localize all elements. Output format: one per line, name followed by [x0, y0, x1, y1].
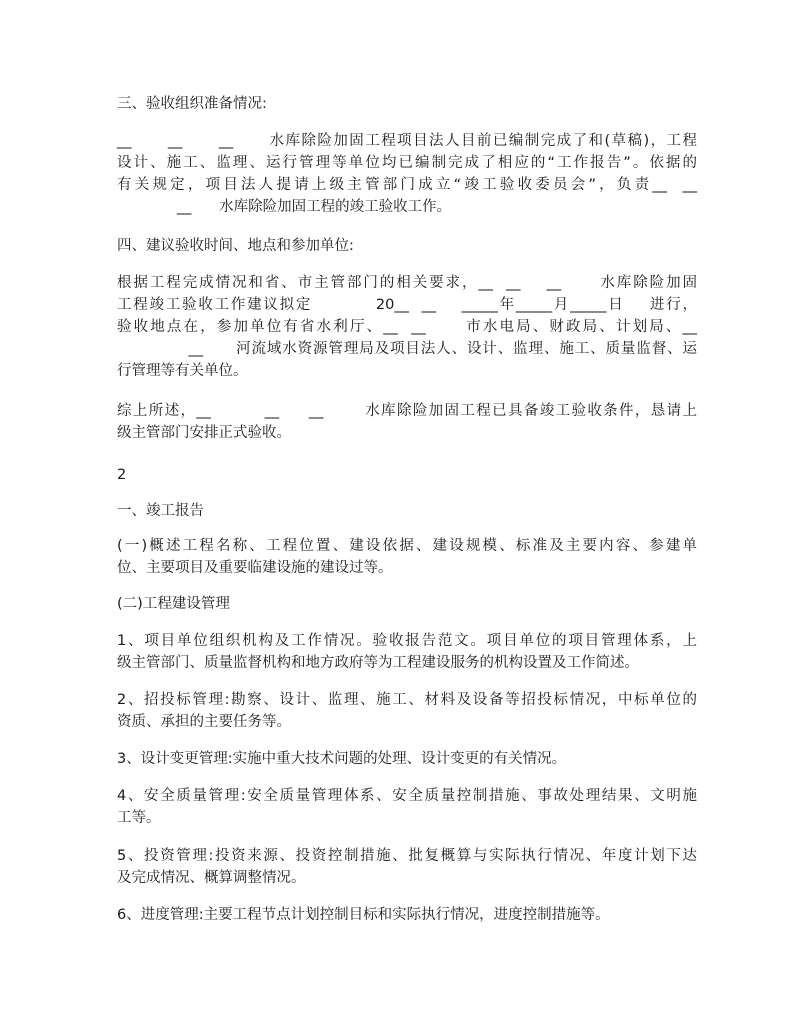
text-line: 级主管部门安排正式验收。 [117, 425, 291, 441]
text-line: 5、投资管理:投资来源、投资控制措施、批复概算与实际执行情况、年度计划下达 [117, 848, 697, 864]
page-number [117, 464, 697, 486]
text-line: 工程竣工验收工作建议拟定 20__ __ _____年_____月_____日 进行， [117, 297, 697, 313]
paragraph-conclusion [117, 400, 697, 444]
text-line: 6、进度管理:主要工程节点计划控制目标和实际执行情况，进度控制措施等。 [117, 907, 610, 923]
text-line: 设计、施工、监理、运行管理等单位均已编制完成了相应的“工作报告”。依据的 [117, 155, 697, 171]
text-line: 资质、承担的主要任务等。 [117, 714, 291, 730]
paragraph-item-6 [117, 904, 697, 926]
text-line: 1、项目单位组织机构及工作情况。验收报告范文。项目单位的项目管理体系，上 [117, 633, 697, 649]
text-line: 行管理等有关单位。 [117, 363, 248, 379]
heading-completion-report [117, 500, 697, 522]
paragraph-item-3 [117, 748, 697, 770]
text-line: 及完成情况、概算调整情况。 [117, 870, 306, 886]
text-line: 2 [117, 467, 127, 483]
text-line: 位、主要项目及重要临建设施的建设过等。 [117, 560, 393, 576]
text-line: 2、招投标管理:勘察、设计、监理、施工、材料及设备等招投标情况，中标单位的 [117, 692, 697, 708]
text-line: (二)工程建设管理 [117, 596, 230, 612]
paragraph-time-place [117, 272, 697, 382]
paragraph-project-overview [117, 535, 697, 579]
text-line: __ __ __ 水库除险加固工程项目法人目前已编制完成了和(草稿)，工程 [117, 133, 697, 149]
paragraph-item-1 [117, 630, 697, 674]
text-line: 三、验收组织准备情况: [117, 96, 267, 112]
text-line: 一、竣工报告 [117, 503, 204, 519]
text-line: 4、安全质量管理:安全质量管理体系、安全质量控制措施、事故处理结果、文明施 [117, 788, 697, 804]
text-line: 有关规定，项目法人提请上级主管部门成立“竣工验收委员会”，负责__ __ [117, 177, 697, 193]
paragraph-preparation-status [117, 130, 697, 218]
text-line: 四、建议验收时间、地点和参加单位: [117, 238, 354, 254]
heading-construction-management [117, 593, 697, 615]
heading-acceptance-preparation [117, 93, 697, 115]
text-line: 3、设计变更管理:实施中重大技术问题的处理、设计变更的有关情况。 [117, 751, 567, 767]
paragraph-item-2 [117, 689, 697, 733]
paragraph-item-5 [117, 845, 697, 889]
text-line: (一)概述工程名称、工程位置、建设依据、建设规模、标准及主要内容、参建单 [117, 538, 697, 554]
text-line: 工等。 [117, 810, 161, 826]
heading-time-place-participants [117, 235, 697, 257]
text-line: 验收地点在，参加单位有省水利厅、__ __ 市水电局、财政局、计划局、__ [117, 319, 697, 335]
text-line: 综上所述，__ __ __ 水库除险加固工程已具备竣工验收条件，恳请上 [117, 403, 697, 419]
text-line: __ 河流域水资源管理局及项目法人、设计、监理、施工、质量监督、运 [117, 341, 697, 357]
paragraph-item-4 [117, 785, 697, 829]
text-line: __ 水库除险加固工程的竣工验收工作。 [117, 199, 452, 215]
text-line: 根据工程完成情况和省、市主管部门的相关要求，__ __ __ 水库除险加固 [117, 275, 697, 291]
text-line: 级主管部门、质量监督机构和地方政府等为工程建设服务的机构设置及工作简述。 [117, 655, 639, 671]
